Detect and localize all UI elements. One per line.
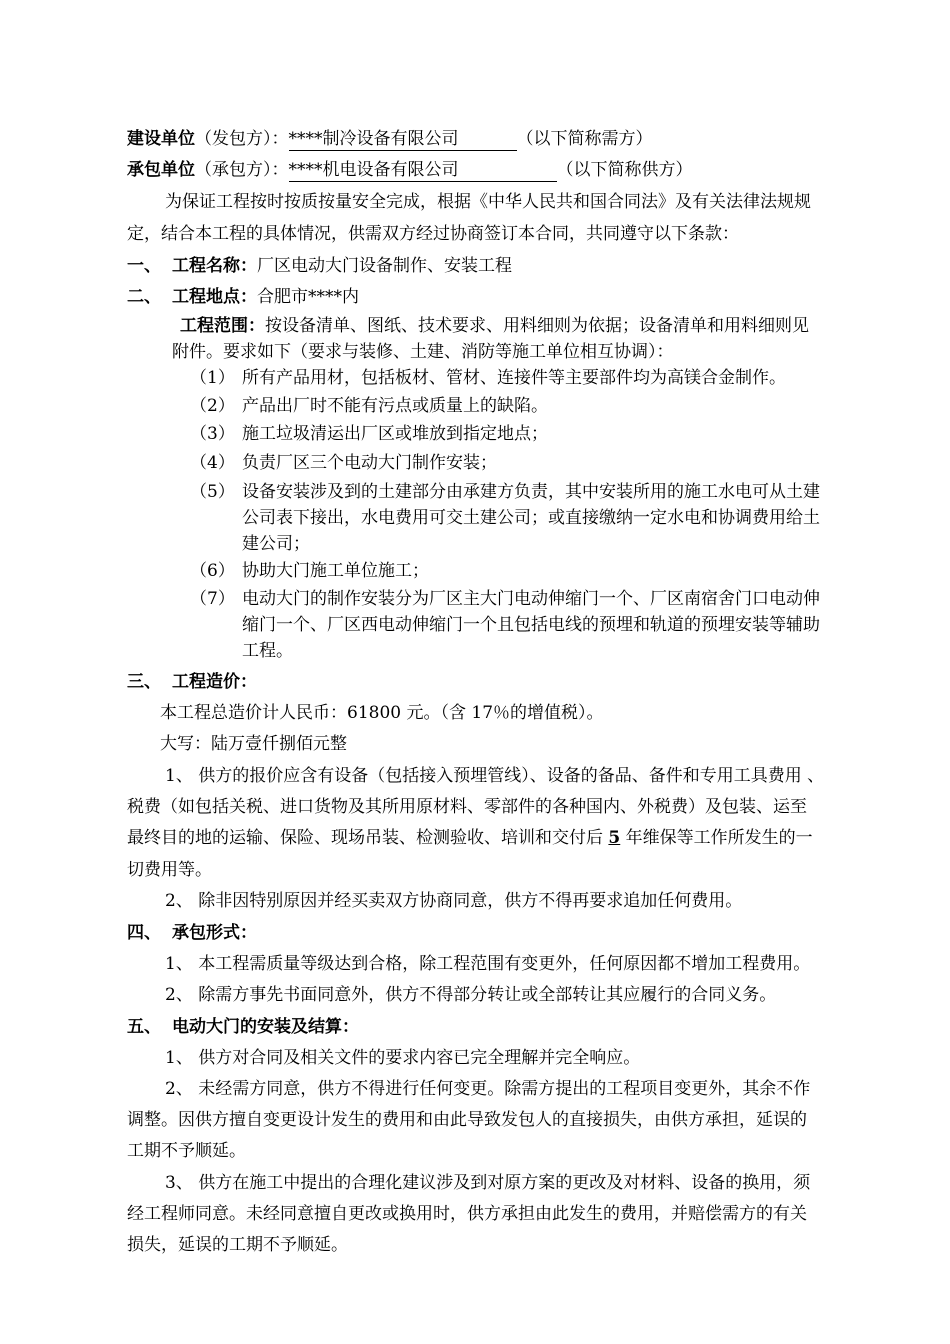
item-text: 负责厂区三个电动大门制作安装； (242, 453, 497, 473)
section-4-number: 四、 (127, 923, 161, 943)
price-clause-1-line-1: 1、 供方的报价应含有设备（包括接入预埋管线）、设备的备品、备件和专用工具费用 、 (165, 766, 825, 786)
scope-item-6 (190, 560, 429, 582)
item-number: （1） (190, 368, 235, 388)
section-3-heading (127, 671, 257, 693)
section-2-number: 二、 (127, 287, 161, 307)
item-text: 施工垃圾清运出厂区或堆放到指定地点； (242, 424, 548, 444)
scope-item-7-line-2: 缩门一个、厂区西电动伸缩门一个且包括电线的预埋和轨道的预埋安装等辅助 (242, 615, 820, 635)
item-text: 所有产品用材，包括板材、管材、连接件等主要部件均为高镁合金制作。 (242, 368, 786, 388)
total-price: 本工程总造价计人民币：61800 元。（含 17％的增值税）。 (160, 703, 604, 723)
price-clause-2: 2、 除非因特别原因并经买卖双方协商同意，供方不得再要求追加任何费用。 (165, 891, 743, 911)
price-clause-1-text-a: 最终目的地的运输、保险、现场吊装、检测验收、培训和交付后 (127, 828, 609, 848)
section-3-number: 三、 (127, 672, 161, 692)
scope-item-1 (190, 367, 786, 389)
scope-item-4 (190, 452, 497, 474)
scope-item-3 (190, 423, 548, 445)
install-clause-2-line-3: 工期不予顺延。 (127, 1141, 246, 1161)
section-2-title: 工程地点： (172, 287, 257, 307)
party-b-note: （以下简称供方） (556, 160, 693, 180)
scope-line-2: 附件。要求如下（要求与装修、土建、消防等施工单位相互协调）： (172, 342, 674, 362)
section-5-heading (127, 1016, 359, 1038)
section-1-title: 工程名称： (172, 256, 257, 276)
install-clause-2-line-2: 调整。因供方擅自变更设计发生的费用和由此导致发包人的直接损失，由供方承担，延误的 (127, 1110, 807, 1130)
party-a-line (127, 128, 653, 151)
item-number: （4） (190, 453, 235, 473)
item-number: （2） (190, 396, 235, 416)
scope-item-5-line-3: 建公司； (242, 534, 310, 554)
contract-form-clause-2: 2、 除需方事先书面同意外，供方不得部分转让或全部转让其应履行的合同义务。 (165, 985, 777, 1005)
warranty-years: 5 (608, 828, 621, 848)
section-2-heading (127, 286, 359, 308)
item-text: 协助大门施工单位施工； (242, 561, 429, 581)
item-number: （3） (190, 424, 235, 444)
item-number: （5） (190, 482, 235, 502)
install-clause-3-line-2: 经工程师同意。未经同意擅自更改或换用时，供方承担由此发生的费用，并赔偿需方的有关 (127, 1204, 807, 1224)
scope-item-5-line-2: 公司表下接出，水电费用可交土建公司；或直接缴纳一定水电和协调费用给土 (242, 508, 820, 528)
party-a-name: ****制冷设备有限公司 (288, 129, 459, 149)
party-a-name-field (289, 128, 517, 151)
intro-line-2: 定，结合本工程的具体情况，供需双方经过协商签订本合同，共同遵守以下条款： (127, 224, 739, 244)
party-b-label: 承包单位 (127, 160, 195, 180)
party-b-role: （承包方）： (195, 160, 289, 180)
section-1-value: 厂区电动大门设备制作、安装工程 (257, 256, 512, 276)
section-5-title: 电动大门的安装及结算： (172, 1017, 359, 1037)
scope-item-5 (190, 481, 820, 503)
price-clause-1-line-3 (127, 827, 813, 849)
contract-form-clause-1: 1、 本工程需质量等级达到合格，除工程范围有变更外，任何原因都不增加工程费用。 (165, 954, 811, 974)
total-price-words: 大写：陆万壹仟捌佰元整 (160, 734, 347, 754)
item-number: （7） (190, 589, 235, 609)
scope-text-1: 按设备清单、图纸、技术要求、用料细则为依据；设备清单和用料细则见 (265, 316, 809, 336)
install-clause-3-line-3: 损失，延误的工期不予顺延。 (127, 1235, 348, 1255)
price-clause-1-text-c: 年维保等工作所发生的一 (620, 828, 813, 848)
section-4-heading (127, 922, 257, 944)
item-text: 电动大门的制作安装分为厂区主大门电动伸缩门一个、厂区南宿舍门口电动伸 (242, 589, 820, 609)
item-text: 设备安装涉及到的土建部分由承建方负责，其中安装所用的施工水电可从土建 (242, 482, 820, 502)
scope-title: 工程范围： (180, 316, 265, 336)
party-a-role: （发包方）： (195, 129, 289, 149)
intro-line-1: 为保证工程按时按质按量安全完成，根据《中华人民共和国合同法》及有关法律法规规 (165, 192, 811, 212)
item-text: 产品出厂时不能有污点或质量上的缺陷。 (242, 396, 548, 416)
section-5-number: 五、 (127, 1017, 161, 1037)
scope-item-7-line-3: 工程。 (242, 641, 293, 661)
section-2-value: 合肥市****内 (257, 287, 359, 307)
install-clause-3-line-1: 3、 供方在施工中提出的合理化建议涉及到对原方案的更改及对材料、设备的换用，须 (165, 1173, 811, 1193)
item-number: （6） (190, 561, 235, 581)
section-1-heading (127, 255, 512, 277)
scope-line-1 (180, 315, 809, 337)
section-1-number: 一、 (127, 256, 161, 276)
price-clause-1-line-4: 切费用等。 (127, 860, 212, 880)
party-b-name-field (289, 159, 557, 182)
install-clause-2-line-1: 2、 未经需方同意，供方不得进行任何变更。除需方提出的工程项目变更外，其余不作 (165, 1079, 811, 1099)
party-a-note: （以下简称需方） (516, 129, 653, 149)
party-a-label: 建设单位 (127, 129, 195, 149)
party-b-name: ****机电设备有限公司 (288, 160, 459, 180)
install-clause-1: 1、 供方对合同及相关文件的要求内容已完全理解并完全响应。 (165, 1048, 641, 1068)
section-4-title: 承包形式： (172, 923, 257, 943)
price-clause-1-line-2: 税费（如包括关税、进口货物及其所用原材料、零部件的各种国内、外税费）及包装、运至 (127, 797, 807, 817)
scope-item-7 (190, 588, 820, 610)
scope-item-2 (190, 395, 548, 417)
section-3-title: 工程造价： (172, 672, 257, 692)
party-b-line (127, 159, 693, 182)
